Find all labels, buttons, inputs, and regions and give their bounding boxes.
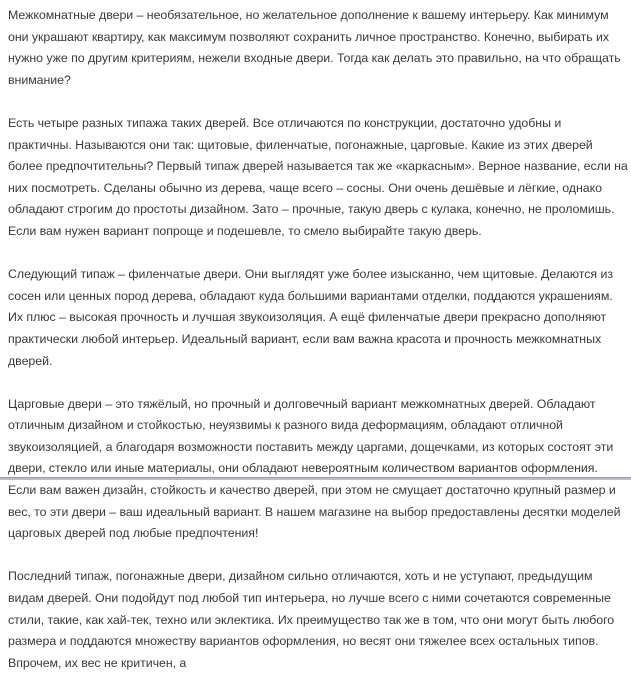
paragraph-shield-doors: Есть четыре разных типажа таких дверей. Все отличаются по конструкции, достаточно удобны и практичны. Называются они так: щитовые, филенчатые, погонажные, царговые. Какие из этих дверей более предпочтительны? Первый типаж дверей называется так же «каркасным». Верное название, если на них посмотреть. Сделаны обычно из дерева, чаще всего – сосны. Они очень дешёвые и лёгкие, однако обладают строгим до простоты дизайном. Зато – прочные, такую дверь с кулака, конечно, не проломишь. Если вам нужен вариант попроще и подешевле, то смело выбирайте такую дверь. [8,115,628,238]
paragraph-tsarga-doors: Царговые двери – это тяжёлый, но прочный и долговечный вариант межкомнатных дверей. Обладают отличным дизайном и стойкостью, неуязвимы к разного вида деформациям, обладают отличной звукоизоляцией, а благодаря возможности поставить между царгами, дощечками, из которых состоят эти двери, стекло или иные материалы, они обладают невероятным количеством вариантов оформления. Если вам важен дизайн, стойкость и качество дверей, при этом не смущает достаточно крупный размер и вес, то эти двери – ваш идеальный вариант. В нашем магазине на выбор предоставлены десятки моделей царговых дверей под любые предпочтения! [8,396,621,541]
paragraph-panel-doors: Следующий типаж – филенчатые двери. Они выглядят уже более изысканно, чем щитовые. Делаются из сосен или ценных пород дерева, обладают куда большими вариантами отделки, поддаются украшениям. Их плюс – высокая прочность и лучшая звукоизоляция. А ещё филенчатые двери прекрасно дополняют практически любой интерьер. Идеальный вариант, если вам важна красота и прочность межкомнатных дверей. [8,267,613,368]
paragraph-molded-doors: Последний типаж, погонажные двери, дизайном сильно отличаются, хоть и не уступают, предыдущим видам дверей. Они подойдут под любой тип интерьера, но лучше всего с ними сочетаются современные стили, такие, как хай-тек, техно или эклектика. Их преимущество так же в том, что они могут быть любого размера и поддаются множеству вариантов оформления, но весят они тяжелее всех остальных типов. Впрочем, их вес не критичен, а [8,569,615,670]
article-body [8,5,628,696]
paragraph-intro: Межкомнатные двери – необязательное, но желательное дополнение к вашему интерьеру. Как минимум они украшают квартиру, как максимум позволяют сохранить личное пространство. Конечно, выбирать их нужно уже по другим критериям, нежели входные двери. Тогда как делать это правильно, на что обращать внимание? [8,8,621,87]
